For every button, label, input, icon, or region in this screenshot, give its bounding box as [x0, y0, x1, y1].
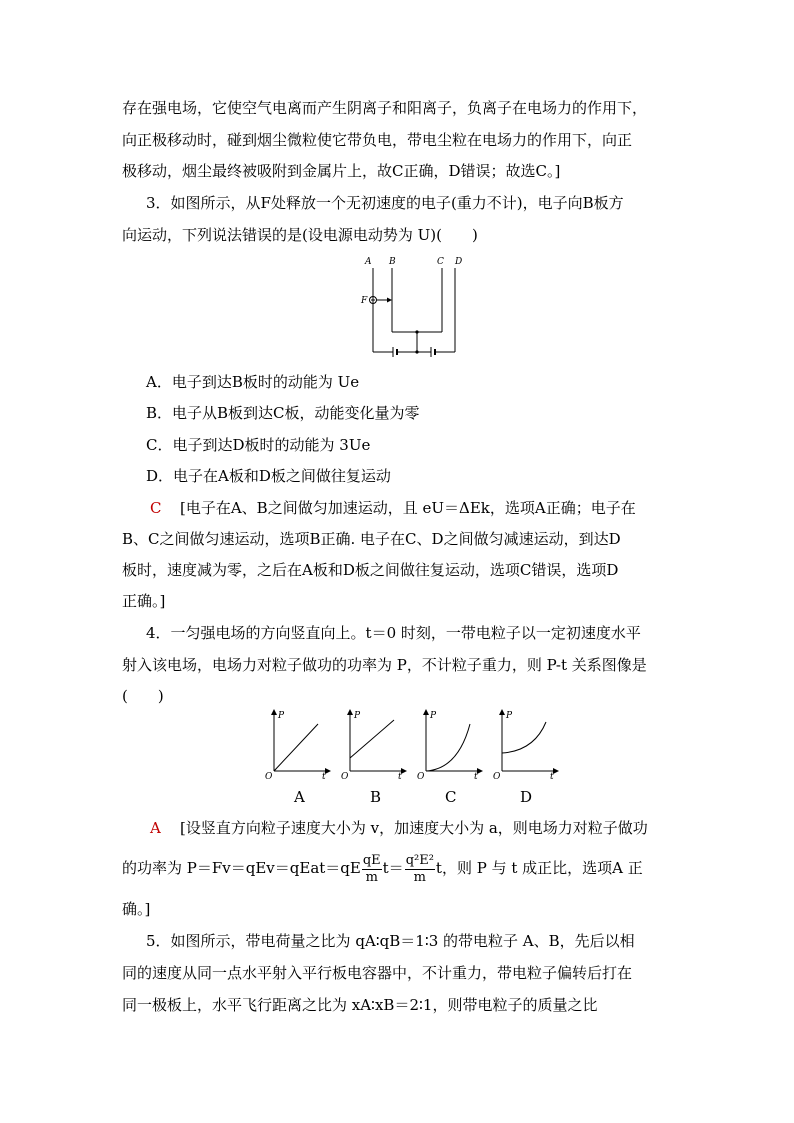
q4-explanation-line-2 — [122, 848, 643, 888]
q3-explanation-line-3: 板时，速度减为零，之后在A板和D板之间做往复运动，选项C错误，选项D — [122, 561, 619, 579]
graph-d-label: D — [520, 788, 533, 806]
q3-option-c: C．电子到达D板时的动能为 3Ue — [146, 436, 371, 454]
q4-expl2-mid: t＝ — [382, 859, 404, 877]
q5-stem-line-1: 5．如图所示，带电荷量之比为 qA∶qB＝1∶3 的带电粒子 A、B，先后以相 — [146, 932, 635, 950]
graph-c-origin: O — [417, 772, 425, 781]
graph-a-label: A — [294, 788, 305, 806]
graph-a-y-label: P — [278, 711, 285, 721]
q4-fraction-1-numerator: qE — [362, 852, 381, 868]
q3-option-a: A．电子到达B板时的动能为 Ue — [146, 373, 360, 391]
q4-fraction-1 — [362, 853, 382, 886]
graph-b-y-label: P — [354, 711, 361, 721]
q3-stem-line-1: 3．如图所示，从F处释放一个无初速度的电子(重力不计)，电子向B板方 — [146, 194, 624, 212]
graph-c-label: C — [445, 788, 457, 806]
graph-d-x-label: t — [550, 772, 554, 781]
q4-graphs — [262, 706, 562, 781]
q4-fraction-2-denominator: m — [413, 869, 426, 885]
graph-b-label: B — [370, 788, 382, 806]
label-a: A — [365, 257, 372, 267]
graph-b-x-label: t — [398, 772, 402, 781]
q4-expl2-post: t，则 P 与 t 成正比，选项A 正 — [435, 859, 643, 877]
label-c: C — [437, 257, 444, 267]
q4-expl2-pre: 的功率为 P＝Fv＝qEv＝qEat＝qE — [122, 859, 361, 877]
label-b: B — [389, 257, 396, 267]
graph-b-origin: O — [341, 772, 349, 781]
q4-stem-line-1: 4．一匀强电场的方向竖直向上。t＝0 时刻，一带电粒子以一定初速度水平 — [146, 624, 641, 642]
label-f: F — [361, 296, 368, 306]
q4-fraction-2-numerator: q²E² — [405, 852, 434, 868]
label-d: D — [455, 257, 463, 267]
q4-fraction-2 — [405, 853, 435, 886]
graph-c-y-label: P — [430, 711, 437, 721]
intro-line-1: 存在强电场，它使空气电离而产生阴离子和阳离子，负离子在电场力的作用下， — [122, 99, 648, 117]
q4-explanation-line-3: 确。] — [122, 900, 151, 918]
q3-option-d: D．电子在A板和D板之间做往复运动 — [146, 467, 391, 485]
q3-answer-letter: C — [150, 499, 162, 517]
q3-option-b: B．电子从B板到达C板，动能变化量为零 — [146, 404, 420, 422]
graph-d-origin: O — [493, 772, 501, 781]
q5-stem-line-3: 同一极板上，水平飞行距离之比为 xA∶xB＝2∶1，则带电粒子的质量之比 — [122, 996, 598, 1014]
graph-a-x-label: t — [322, 772, 326, 781]
graph-a-origin: O — [265, 772, 273, 781]
q3-stem-line-2: 向运动，下列说法错误的是(设电源电动势为 U)( ) — [122, 226, 478, 244]
q3-circuit-diagram — [355, 254, 470, 360]
q4-stem-line-2: 射入该电场，电场力对粒子做功的功率为 P，不计粒子重力，则 P-t 关系图像是 — [122, 656, 647, 674]
curve-a — [274, 724, 318, 771]
curve-d — [502, 722, 546, 753]
q4-explanation-line-1: [设竖直方向粒子速度大小为 v，加速度大小为 a，则电场力对粒子做功 — [180, 819, 648, 837]
q5-stem-line-2: 同的速度从同一点水平射入平行板电容器中，不计重力，带电粒子偏转后打在 — [122, 964, 633, 982]
q3-explanation-line-1: [电子在A、B之间做匀加速运动，且 eU＝ΔEk，选项A正确；电子在 — [180, 499, 636, 517]
q3-explanation-line-4: 正确。] — [122, 592, 166, 610]
graph-c-x-label: t — [474, 772, 478, 781]
q3-explanation-line-2: B、C之间做匀速运动，选项B正确. 电子在C、D之间做匀减速运动，到达D — [122, 530, 621, 548]
q4-stem-line-3: ( ) — [122, 687, 164, 705]
curve-b — [350, 720, 394, 758]
curve-c — [426, 724, 470, 771]
q4-answer-letter: A — [150, 819, 161, 837]
q4-fraction-1-denominator: m — [365, 869, 378, 885]
graph-d-y-label: P — [506, 711, 513, 721]
intro-line-2: 向正极移动时，碰到烟尘微粒使它带负电，带电尘粒在电场力的作用下，向正 — [122, 131, 633, 149]
intro-line-3: 极移动，烟尘最终被吸附到金属片上，故C正确，D错误；故选C。] — [122, 162, 561, 180]
